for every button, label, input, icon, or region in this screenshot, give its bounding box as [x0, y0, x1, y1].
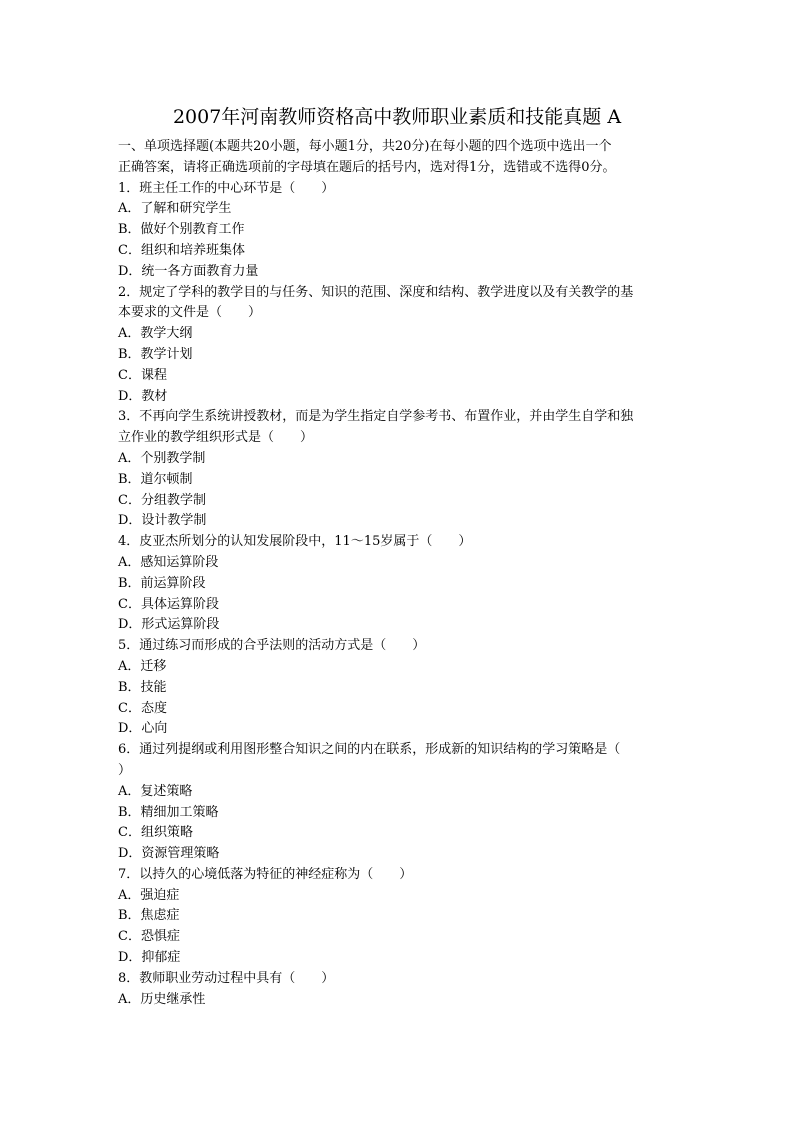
text-line: C．组织策略 [118, 825, 193, 841]
text-line: A．了解和研究学生 [118, 201, 232, 217]
text-line: ） [118, 762, 132, 778]
text-line: D．心向 [118, 721, 168, 737]
text-line: 正确答案，请将正确选项前的字母填在题后的括号内，选对得1分，选错或不选得0分。 [118, 159, 616, 175]
text-line: B．做好个别教育工作 [118, 222, 245, 238]
text-line: B．焦虑症 [118, 908, 180, 924]
text-line: 4．皮亚杰所划分的认知发展阶段中，11～15岁属于（ ） [118, 534, 472, 550]
text-line: B．技能 [118, 679, 167, 695]
text-line: A．强迫症 [118, 887, 180, 903]
document-body [118, 137, 676, 1010]
text-line: 8．教师职业劳动过程中具有（ ） [118, 970, 335, 986]
text-line: 7．以持久的心境低落为特征的神经症称为（ ） [118, 866, 413, 882]
text-line: A．复述策略 [118, 783, 193, 799]
text-line: B．教学计划 [118, 346, 193, 362]
text-line: D．统一各方面教育力量 [118, 263, 259, 279]
text-line: A．教学大纲 [118, 326, 193, 342]
text-line: B．精细加工策略 [118, 804, 219, 820]
text-line: 5．通过练习而形成的合乎法则的活动方式是（ ） [118, 638, 426, 654]
text-line: D．形式运算阶段 [118, 617, 220, 633]
text-line: D．教材 [118, 388, 168, 404]
text-line: 6．通过列提纲或利用图形整合知识之间的内在联系，形成新的知识结构的学习策略是（ [118, 742, 621, 758]
text-line: 本要求的文件是（ ） [118, 305, 262, 321]
text-line: C．分组教学制 [118, 492, 206, 508]
text-line: 立作业的教学组织形式是（ ） [118, 430, 314, 446]
text-line: 1．班主任工作的中心环节是（ ） [118, 180, 335, 196]
text-line: 一、单项选择题(本题共20小题，每小题1分，共20分)在每小题的四个选项中选出一个 [118, 139, 612, 154]
text-line: C．具体运算阶段 [118, 596, 219, 612]
document-title: 2007年河南教师资格高中教师职业素质和技能真题 A [172, 106, 622, 128]
text-line: 3．不再向学生系统讲授教材，而是为学生指定自学参考书、布置作业，并由学生自学和独 [118, 409, 634, 425]
text-line: D．资源管理策略 [118, 846, 220, 862]
text-line: A．迁移 [118, 658, 167, 674]
text-line: B．道尔顿制 [118, 471, 193, 487]
text-line: C．恐惧症 [118, 929, 180, 945]
text-line: B．前运算阶段 [118, 575, 206, 591]
text-line: C．课程 [118, 367, 167, 383]
text-line: D．抑郁症 [118, 950, 181, 966]
text-line: C．态度 [118, 700, 167, 716]
text-line: C．组织和培养班集体 [118, 242, 245, 258]
text-line: A．历史继承性 [118, 991, 206, 1007]
text-line: D．设计教学制 [118, 513, 207, 529]
text-line: A．个别教学制 [118, 450, 206, 466]
text-line: A．感知运算阶段 [118, 554, 219, 570]
text-line: 2．规定了学科的教学目的与任务、知识的范围、深度和结构、教学进度以及有关教学的基 [118, 284, 634, 300]
